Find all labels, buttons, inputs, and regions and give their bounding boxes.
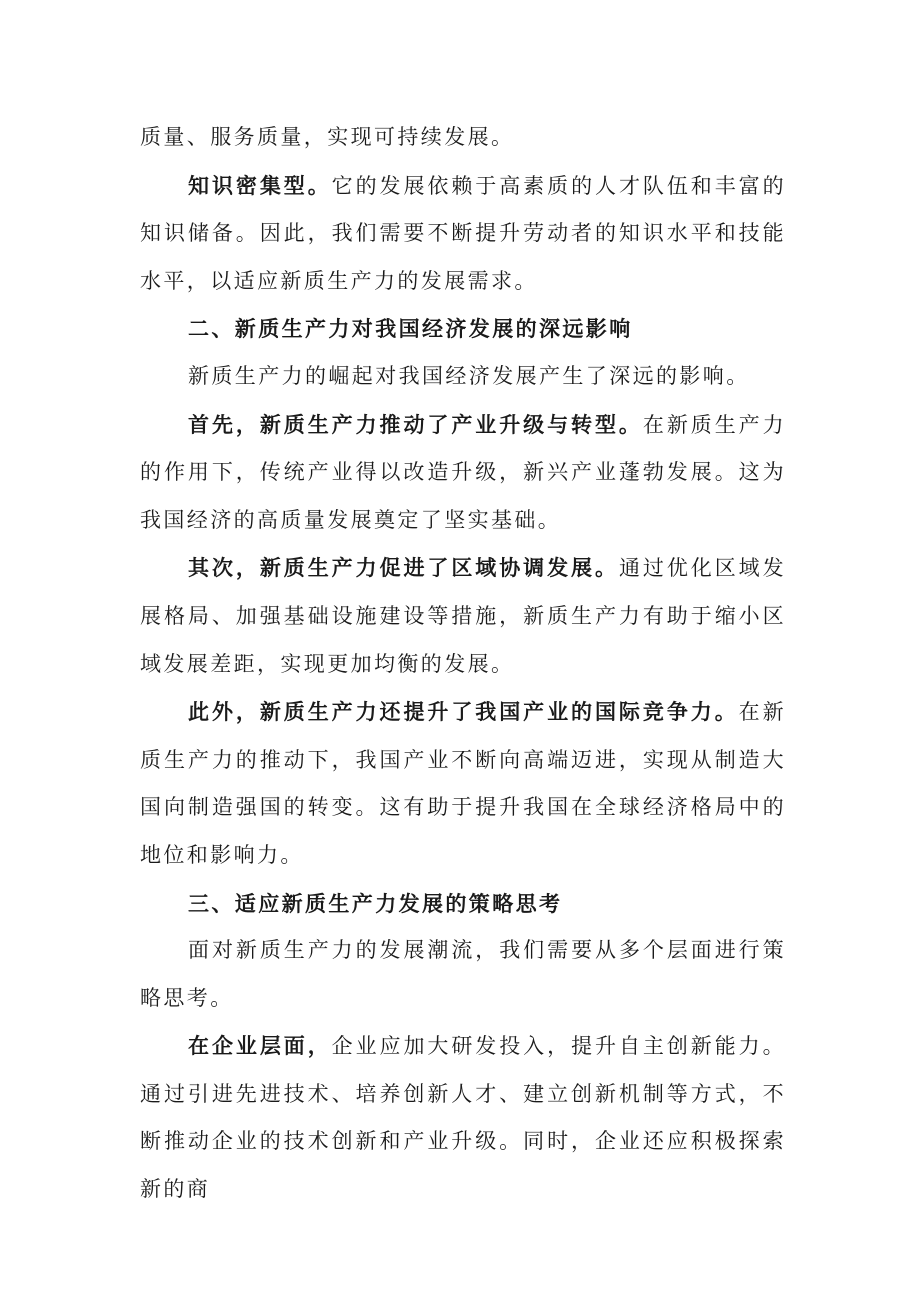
paragraph-impact-intro [140,353,786,401]
paragraph-lead: 在企业层面， [188,1033,332,1059]
paragraph-international-competitiveness [140,688,786,879]
section-heading-impact: 二、新质生产力对我国经济发展的深远影响 [188,316,633,342]
paragraph-text: 它的发展依赖于高素质的人才队伍和丰富的知识储备。因此，我们需要不断提升劳动者的知识水平和技能水平，以适应新质生产力的发展需求。 [140,173,786,293]
paragraph-text: 面对新质生产力的发展潮流，我们需要从多个层面进行策略思考。 [140,938,786,1010]
paragraph-text: 在新质生产力的作用下，传统产业得以改造升级，新兴产业蓬勃发展。这为我国经济的高质量发展奠定了坚实基础。 [140,412,786,532]
section-heading-strategy: 三、适应新质生产力发展的策略思考 [188,890,563,916]
paragraph-text: 在新质生产力的推动下，我国产业不断向高端迈进，实现从制造大国向制造强国的转变。这有助于提升我国在全球经济格局中的地位和影响力。 [140,700,786,867]
paragraph-strategy-intro [140,927,786,1022]
paragraph-regional-coordination [140,544,786,688]
paragraph-text: 通过优化区域发展格局、加强基础设施建设等措施，新质生产力有助于缩小区域发展差距，实现更加均衡的发展。 [140,556,786,676]
paragraph-knowledge-intensive [140,162,786,306]
paragraph-lead: 首先，新质生产力推动了产业升级与转型。 [188,411,643,437]
paragraph-industrial-upgrade [140,401,786,545]
paragraph-continuation [140,114,786,162]
paragraph-lead: 此外，新质生产力还提升了我国产业的国际竞争力。 [188,699,739,725]
paragraph-lead: 知识密集型。 [188,172,332,198]
paragraph-text: 新质生产力的崛起对我国经济发展产生了深远的影响。 [188,363,750,388]
paragraph-lead: 其次，新质生产力促进了区域协调发展。 [188,555,619,581]
paragraph-enterprise-level [140,1022,786,1213]
paragraph-text: 企业应加大研发投入，提升自主创新能力。通过引进先进技术、培养创新人才、建立创新机制等方式，不断推动企业的技术创新和产业升级。同时，企业还应积极探索新的商 [140,1034,786,1202]
paragraph-text: 质量、服务质量，实现可持续发展。 [140,125,515,149]
document-body [140,114,786,1214]
